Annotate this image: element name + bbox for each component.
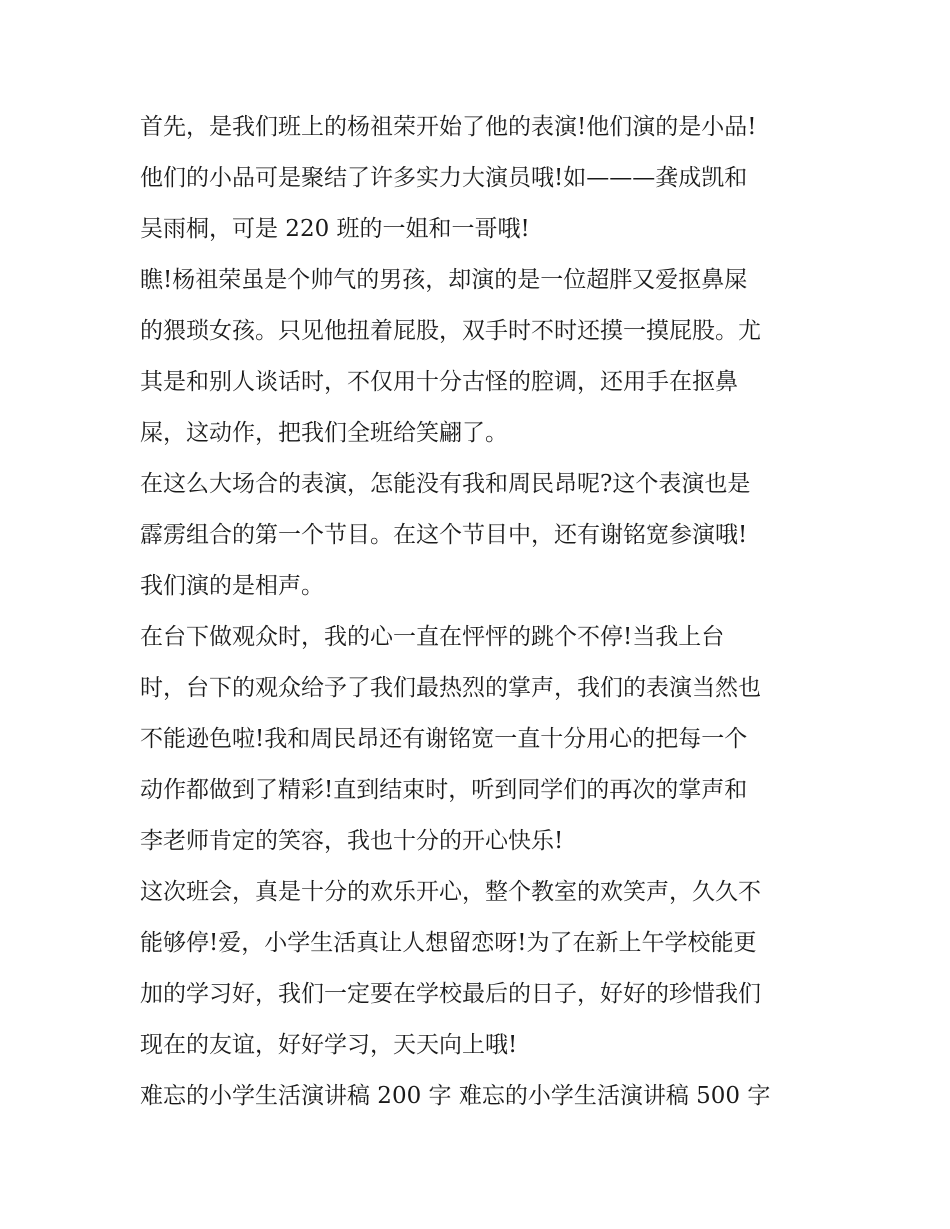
- text-line: 李老师肯定的笑容，我也十分的开心快乐!: [140, 828, 564, 854]
- text-line: 现在的友谊，好好学习，天天向上哦!: [140, 1032, 518, 1058]
- text-line: 动作都做到了精彩!直到结束时，听到同学们的再次的掌声和: [140, 777, 748, 803]
- text-line: 其是和别人谈话时，不仅用十分古怪的腔调，还用手在抠鼻: [140, 369, 738, 395]
- paragraph-2: [140, 255, 815, 459]
- paragraph-5: [140, 867, 815, 1071]
- text-line: 加的学习好，我们一定要在学校最后的日子，好好的珍惜我们: [140, 981, 761, 1007]
- text-line: 瞧!杨祖荣虽是个帅气的男孩，却演的是一位超胖又爱抠鼻屎: [140, 267, 748, 293]
- text-line: 他们的小品可是聚结了许多实力大演员哦!如———龚成凯和: [140, 165, 748, 191]
- text-line: 我们演的是相声。: [140, 573, 324, 599]
- text-line: 能够停!爱，小学生活真让人想留恋呀!为了在新上午学校能更: [140, 930, 757, 956]
- text-line: 在台下做观众时，我的心一直在怦怦的跳个不停!当我上台: [140, 624, 725, 650]
- text-line: 霹雳组合的第一个节目。在这个节目中，还有谢铭宽参演哦!: [140, 522, 748, 548]
- paragraph-3: [140, 459, 815, 612]
- paragraph-4: [140, 612, 815, 867]
- text-line: 时，台下的观众给予了我们最热烈的掌声，我们的表演当然也: [140, 675, 761, 701]
- text-line: 吴雨桐，可是 220 班的一姐和一哥哦!: [140, 216, 530, 242]
- text-line: 在这么大场合的表演，怎能没有我和周民昂呢?这个表演也是: [140, 471, 751, 497]
- text-line: 的猥琐女孩。只见他扭着屁股，双手时不时还摸一摸屁股。尤: [140, 318, 761, 344]
- text-line: 难忘的小学生活演讲稿 200 字 难忘的小学生活演讲稿 500 字: [140, 1083, 771, 1109]
- text-line: 首先，是我们班上的杨祖荣开始了他的表演!他们演的是小品!: [140, 114, 757, 140]
- document-body: [140, 102, 815, 1122]
- text-line: 屎，这动作，把我们全班给笑翩了。: [140, 420, 508, 446]
- paragraph-1: [140, 102, 815, 255]
- text-line: 不能逊色啦!我和周民昂还有谢铭宽一直十分用心的把每一个: [140, 726, 748, 752]
- paragraph-6-titles: [140, 1071, 815, 1122]
- text-line: 这次班会，真是十分的欢乐开心，整个教室的欢笑声，久久不: [140, 879, 761, 905]
